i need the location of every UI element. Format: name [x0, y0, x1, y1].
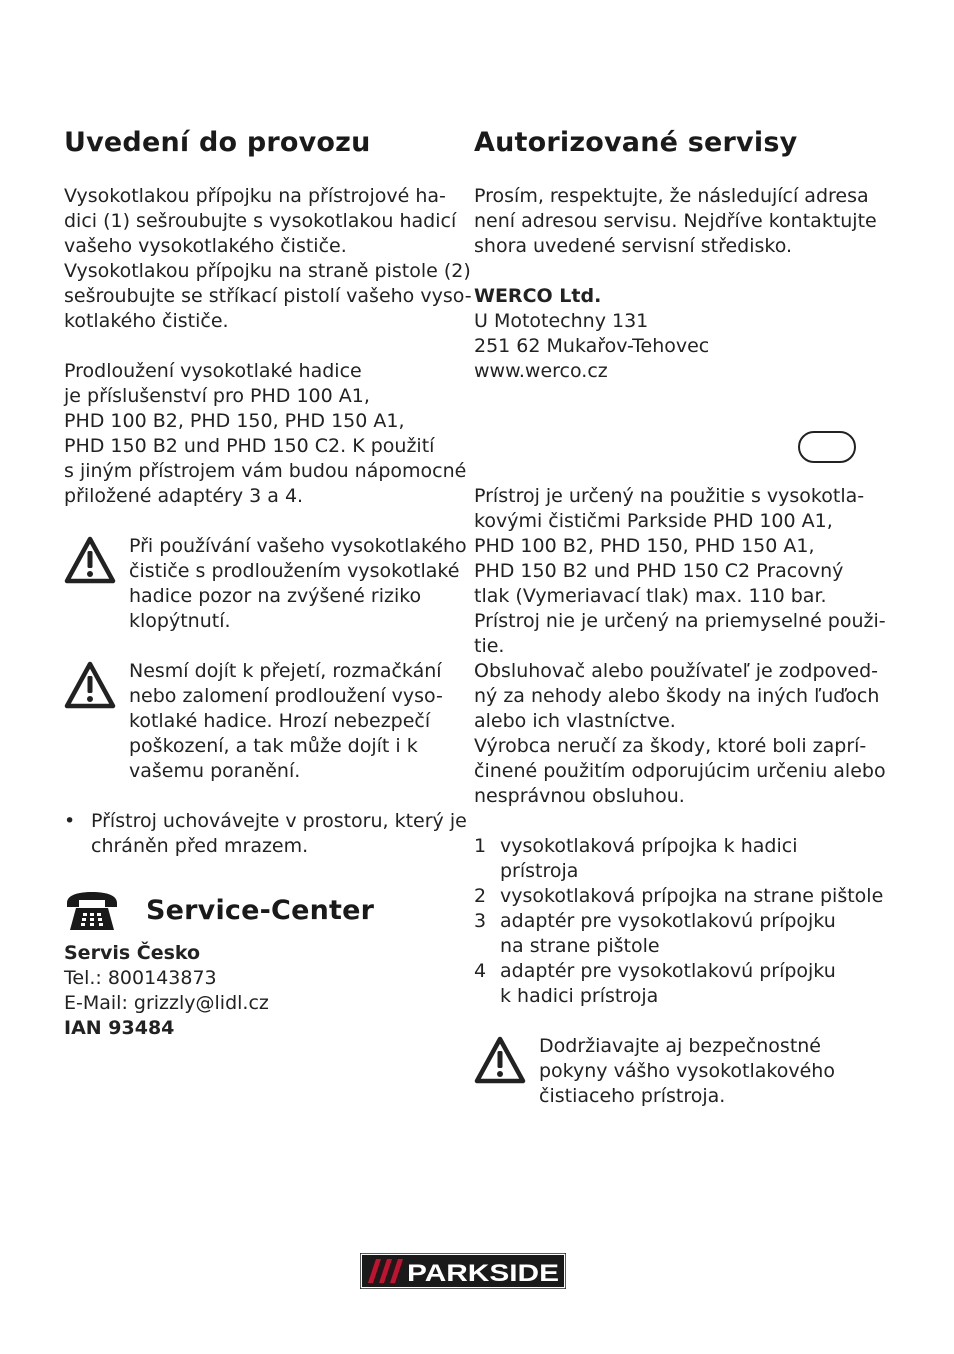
- text-line: k hadici prístroja: [500, 985, 659, 1007]
- text-line: Prosím, respektujte, že následující adresa: [474, 185, 869, 207]
- list-item: [474, 884, 884, 909]
- text-line: vysokotlaková prípojka k hadici: [500, 835, 798, 857]
- company-website: www.werco.cz: [474, 360, 608, 382]
- service-center-title: Service-Center: [146, 895, 375, 926]
- text-line: chráněn před mrazem.: [91, 835, 309, 857]
- text-line: adaptér pre vysokotlakovú prípojku: [500, 960, 836, 982]
- commissioning-title: Uvedení do provozu: [64, 127, 371, 158]
- text-line: PHD 150 B2 und PHD 150 C2 Pracovný: [474, 560, 844, 582]
- text-line: PHD 150 B2 und PHD 150 C2. K použití: [64, 435, 435, 457]
- text-line: kovými čističmi Parkside PHD 100 A1,: [474, 510, 833, 532]
- text-line: kotlaké hadice. Hrozí nebezpečí: [129, 710, 431, 732]
- parkside-logo: [360, 1253, 566, 1289]
- company-address: [474, 284, 874, 384]
- sk-intended-use: [474, 484, 886, 809]
- left-column: [64, 125, 472, 1041]
- company-city: 251 62 Mukařov-Tehovec: [474, 335, 710, 357]
- text-line: ný za nehody alebo škody na iných ľuďoch: [474, 685, 880, 707]
- warning-safety-instructions: [474, 1034, 874, 1109]
- text-line: Dodržiavajte aj bezpečnostné: [539, 1035, 821, 1057]
- warning-triangle-icon: [64, 536, 116, 584]
- text-line: Nesmí dojít k přejetí, rozmačkání: [129, 660, 442, 682]
- text-line: PHD 100 B2, PHD 150, PHD 150 A1,: [474, 535, 815, 557]
- text-line: činené použitím odporujúcim určeniu alebo: [474, 760, 886, 782]
- text-line: Přístroj uchovávejte v prostoru, který je: [91, 810, 467, 832]
- authorized-service-title: Autorizované servisy: [474, 127, 798, 158]
- service-ian: IAN 93484: [64, 1017, 175, 1039]
- company-name: WERCO Ltd.: [474, 285, 602, 307]
- language-badge-icon: [798, 431, 856, 463]
- item-text: [500, 959, 836, 1009]
- text-line: čistiaceho prístroja.: [539, 1085, 726, 1107]
- telephone-icon: [64, 889, 120, 933]
- text-line: prístroja: [500, 860, 579, 882]
- warning-text: [539, 1034, 835, 1109]
- text-line: Prístroj je určený na použitie s vysokotla-: [474, 485, 865, 507]
- bullet-mark: •: [64, 810, 76, 832]
- commissioning-paragraph-2: [64, 359, 467, 509]
- text-line: Obsluhovač alebo používateľ je zodpoved-: [474, 660, 878, 682]
- service-name: Servis Česko: [64, 942, 201, 964]
- text-line: Prístroj nie je určený na priemyselné použi-: [474, 610, 886, 632]
- warning-hose-damage: [64, 659, 454, 784]
- warning-triangle-icon: [64, 661, 116, 709]
- item-number: 3: [474, 910, 487, 932]
- item-number: 4: [474, 960, 487, 982]
- text-line: alebo ich vlastníctve.: [474, 710, 676, 732]
- parts-list: [474, 834, 884, 1009]
- text-line: shora uvedené servisní středisko.: [474, 235, 793, 257]
- service-email: E-Mail: grizzly@lidl.cz: [64, 992, 269, 1014]
- text-line: nesprávnou obsluhou.: [474, 785, 685, 807]
- company-street: U Mototechny 131: [474, 310, 649, 332]
- text-line: adaptér pre vysokotlakovú prípojku: [500, 910, 836, 932]
- warning-tipping: [64, 534, 467, 634]
- text-line: sešroubujte se stříkací pistolí vašeho vyso-: [64, 285, 472, 307]
- text-line: hadice pozor na zvýšené riziko: [129, 585, 422, 607]
- text-line: poškození, a tak může dojít i k: [129, 735, 418, 757]
- text-line: nebo zalomení prodloužení vyso-: [129, 685, 443, 707]
- text-line: Vysokotlakou přípojku na straně pistole (2): [64, 260, 471, 282]
- text-line: PHD 100 B2, PHD 150, PHD 150 A1,: [64, 410, 405, 432]
- text-line: pokyny vášho vysokotlakového: [539, 1060, 835, 1082]
- warning-text: [129, 534, 467, 634]
- right-column: [474, 125, 886, 1109]
- text-line: dici (1) sešroubujte s vysokotlakou hadicí: [64, 210, 457, 232]
- text-line: čističe s prodloužením vysokotlaké: [129, 560, 460, 582]
- item-text: [500, 884, 883, 909]
- service-center-header: [64, 889, 454, 933]
- storage-bullet: [64, 809, 467, 859]
- text-line: Při používání vašeho vysokotlakého: [129, 535, 467, 557]
- text-line: není adresou servisu. Nejdříve kontaktujte: [474, 210, 877, 232]
- text-line: je příslušenství pro PHD 100 A1,: [64, 385, 370, 407]
- text-line: kotlakého čističe.: [64, 310, 229, 332]
- text-line: klopýtnutí.: [129, 610, 231, 632]
- warning-triangle-icon: [474, 1036, 526, 1084]
- text-line: Výrobca neručí za škody, ktoré boli zaprí-: [474, 735, 867, 757]
- text-line: na strane pištole: [500, 935, 660, 957]
- item-number: 1: [474, 835, 487, 857]
- text-line: vysokotlaková prípojka na strane pištole: [500, 885, 884, 907]
- text-line: Vysokotlakou přípojku na přístrojové ha-: [64, 185, 446, 207]
- text-line: s jiným přístrojem vám budou nápomocné: [64, 460, 467, 482]
- service-phone: Tel.: 800143873: [64, 967, 217, 989]
- text-line: vašemu poranění.: [129, 760, 301, 782]
- service-contact: [64, 941, 454, 1041]
- text-line: Prodloužení vysokotlaké hadice: [64, 360, 362, 382]
- list-item: [474, 959, 874, 1009]
- text-line: tlak (Vymeriavací tlak) max. 110 bar.: [474, 585, 827, 607]
- warning-text: [129, 659, 443, 784]
- item-number: 2: [474, 885, 487, 907]
- item-text: [500, 909, 836, 959]
- authorized-service-note: [474, 184, 877, 259]
- item-text: [500, 834, 797, 884]
- bullet-text: [91, 809, 467, 859]
- text-line: tie.: [474, 635, 505, 657]
- list-item: [474, 834, 874, 884]
- logo-text: PARKSIDE: [407, 1260, 559, 1287]
- list-item: [474, 909, 874, 959]
- text-line: přiložené adaptéry 3 a 4.: [64, 485, 304, 507]
- text-line: vašeho vysokotlakého čističe.: [64, 235, 347, 257]
- commissioning-paragraph-1: [64, 184, 472, 334]
